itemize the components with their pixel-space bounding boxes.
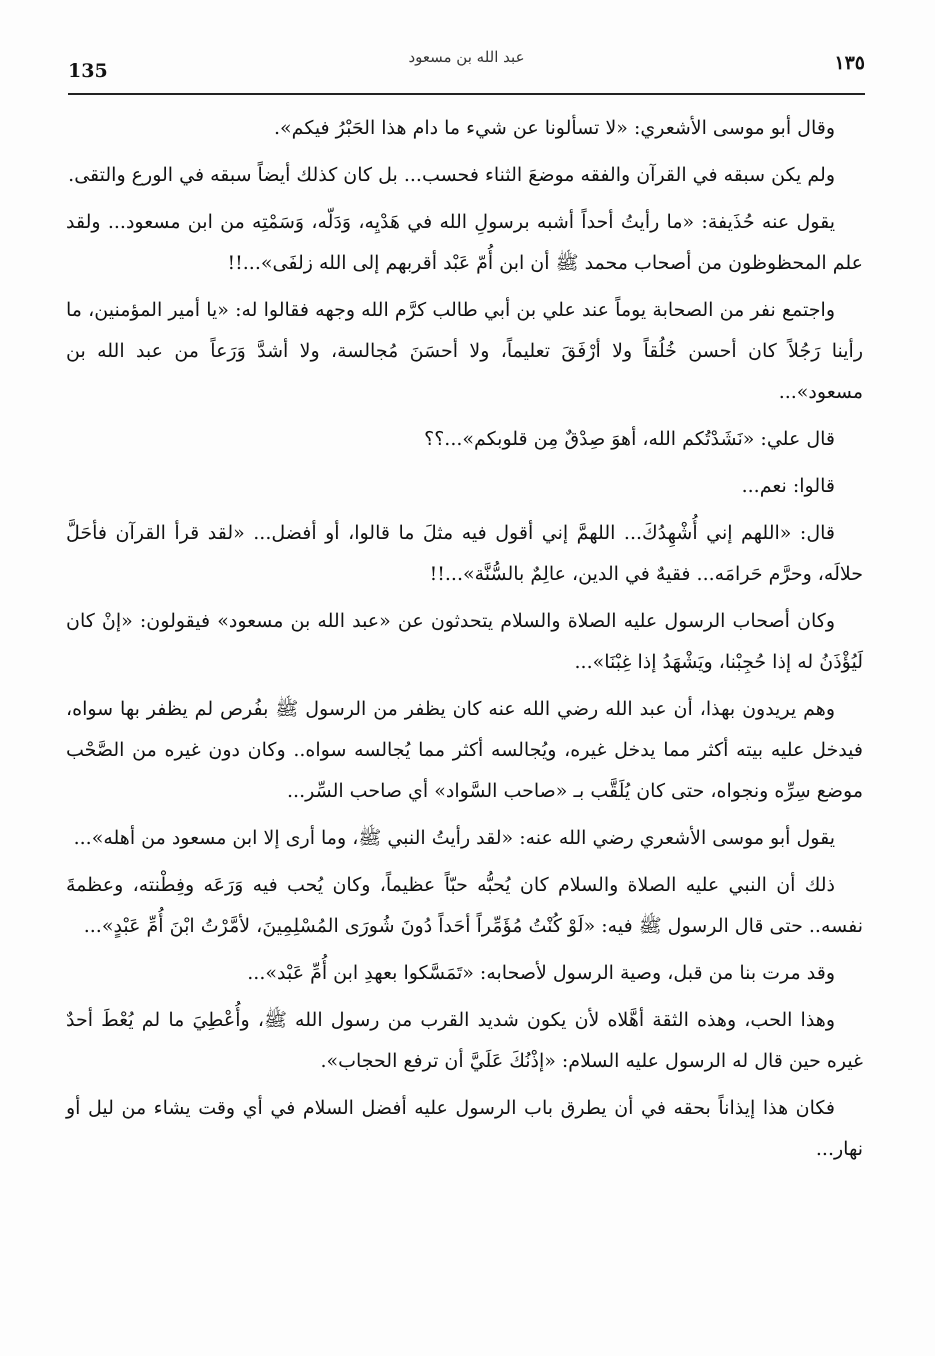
paragraph: ولم يكن سبقه في القرآن والفقه موضعَ الثناء فحسب... بل كان كذلك أيضاً سبقه في الورع والتقى. <box>68 164 835 186</box>
paragraph: ذلك أن النبي عليه الصلاة والسلام كان يُحبُّه حبّاً عظيماً، وكان يُحب فيه وَرَعَه وفِطْنته، وعظمةَ نفسه.. حتى قال الرسول ﷺ فيه: «لَوْ كُنْتُ مُؤَمِّراً أحَداً دُونَ شُورَى المُسْلِمِينَ، لأمَّرْتُ ابْنَ أُمِّ عَبْدٍ»... <box>66 874 863 937</box>
paragraph: قالوا: نعم... <box>741 475 835 497</box>
paragraph: وقال أبو موسى الأشعري: «لا تسألونا عن شيء ما دام هذا الحَبْرُ فيكم». <box>274 117 835 139</box>
paragraph: وهذا الحب، وهذه الثقة أهَّلاه لأن يكون شديد القرب من رسول الله ﷺ، وأُعْطِيَ ما لم يُعْطَ أحدٌ غيره حين قال له الرسول عليه السلام: «إذْنُكَ عَلَيَّ أن ترفع الحجاب». <box>66 1009 863 1072</box>
running-title: عبد الله بن مسعود <box>408 48 525 66</box>
paragraph: وهم يريدون بهذا، أن عبد الله رضي الله عنه كان يظفر من الرسول ﷺ بفُرص لم يظفر بها سواه، فيدخل عليه بيته أكثر مما يدخل غيره، ويُجالسه أكثر مما يُجالسه سواه.. وكان دون غيره من الصَّحْب موضع سِرِّه ونجواه، حتى كان يُلَقَّب بـ «صاحب السَّواد» أي صاحب السِّر... <box>66 698 863 802</box>
paragraph: يقول أبو موسى الأشعري رضي الله عنه: «لقد رأيتُ النبي ﷺ، وما أرى إلا ابن مسعود من أهله»... <box>73 827 835 849</box>
body-text <box>66 108 863 1176</box>
header-rule <box>68 93 865 95</box>
page-number-arabic: ١٣٥ <box>834 52 865 74</box>
paragraph: وقد مرت بنا من قبل، وصية الرسول لأصحابه: «تَمَسَّكوا بعهدِ ابن أُمِّ عَبْد»... <box>247 962 835 984</box>
paragraph: فكان هذا إيذاناً بحقه في أن يطرق باب الرسول عليه أفضل السلام في أي وقت يشاء من ليل أو نهار... <box>66 1097 863 1160</box>
page-header <box>68 40 865 90</box>
paragraph: وكان أصحاب الرسول عليه الصلاة والسلام يتحدثون عن «عبد الله بن مسعود» فيقولون: «إنْ كان لَيُؤْذَنُ له إذا حُجِبْنا، ويَشْهَدُ إذا غِبْنَا»... <box>66 610 863 673</box>
paragraph: قال علي: «نَشَدْتُكم الله، أهوَ صِدْقٌ مِن قلوبكم»...؟؟ <box>424 428 835 450</box>
page-number-latin: 135 <box>68 60 108 82</box>
paragraph: واجتمع نفر من الصحابة يوماً عند علي بن أبي طالب كرَّم الله وجهه فقالوا له: «يا أمير المؤمنين، ما رأينا رَجُلاً كان أحسن خُلُقاً ولا أرْفَقَ تعليماً، ولا أحسَنَ مُجالسة، ولا أشدَّ وَرَعاً من عبد الله بن مسعود»... <box>66 299 863 403</box>
paragraph: يقول عنه حُذَيفة: «ما رأيتُ أحداً أشبه برسولِ الله في هَدْيِه، وَدَلّه، وَسَمْتِه من ابن مسعود... ولقد علم المحظوظون من أصحاب محمد ﷺ أن ابن أُمّ عَبْد أقربهم إلى الله زلفَى»...!! <box>66 211 863 274</box>
paragraph: قال: «اللهم إني أُشْهِدُكَ... اللهمَّ إني أقول فيه مثلَ ما قالوا، أو أفضل... «لقد قرأ القرآن فأحَلَّ حلالَه، وحرَّم حَرامَه... فقيهٌ في الدين، عالِمٌ بالسُّنَّة»...!! <box>66 522 863 585</box>
